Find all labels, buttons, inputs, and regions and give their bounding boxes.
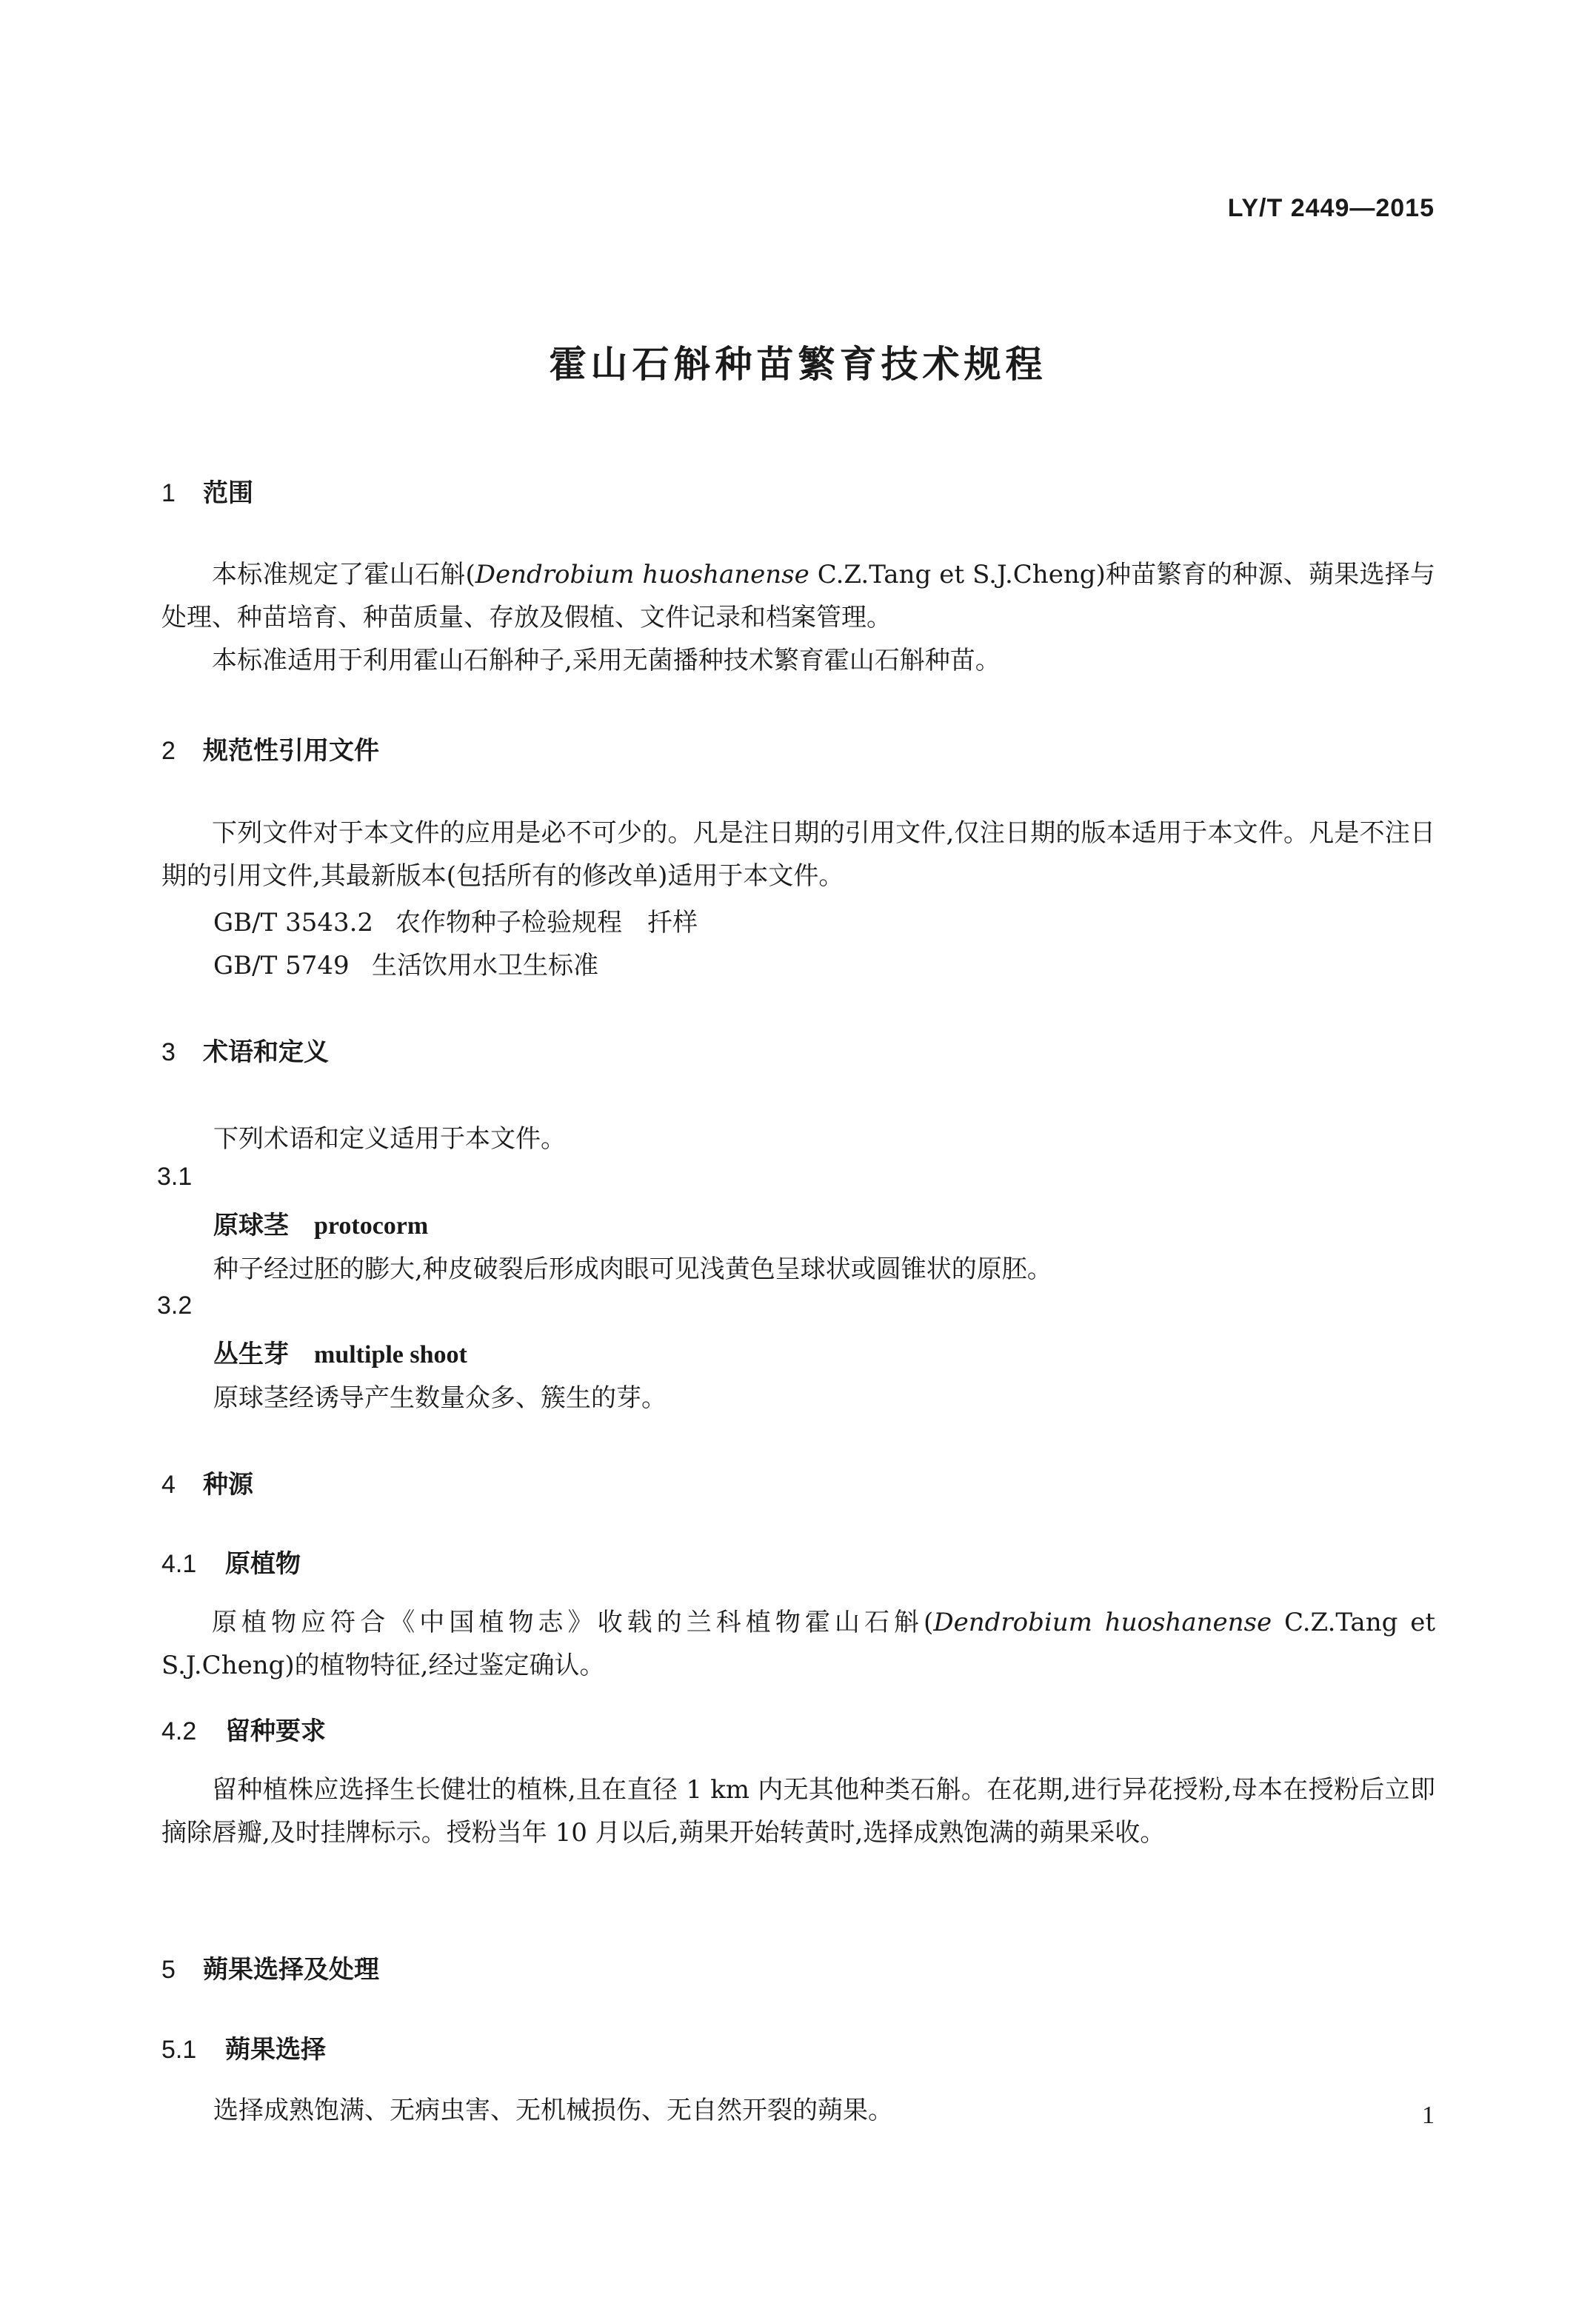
subsection-4-1-heading	[161, 1543, 301, 1580]
reference-title: 农作物种子检验规程	[395, 908, 622, 938]
term-definition: 原球茎经诱导产生数量众多、簇生的芽。	[213, 1383, 667, 1413]
reference-title: 生活饮用水卫生标准	[372, 951, 598, 980]
section-title: 规范性引用文件	[203, 736, 379, 766]
section-1-heading	[161, 472, 253, 509]
section-2-heading	[161, 730, 379, 766]
section-1-paragraph-1: 本标准规定了霍山石斛(Dendrobium huoshanense C.Z.Tang et S.J.Cheng)种苗繁育的种源、蒴果选择与处理、种苗培育、种苗质量、存放及假植、文件记录和档案管理。	[161, 560, 1435, 632]
species-name: Dendrobium huoshanense	[475, 560, 809, 589]
standard-code: LY/T 2449—2015	[1227, 194, 1435, 222]
section-number: 2	[161, 737, 176, 765]
document-title: 霍山石斛种苗繁育技术规程	[549, 343, 1047, 386]
term-chinese: 原球茎	[213, 1211, 289, 1240]
section-5-heading	[161, 1949, 379, 1985]
reference-extra: 扦样	[647, 908, 698, 938]
term-number: 3.2	[157, 1291, 193, 1320]
subsection-4-2-heading	[161, 1711, 326, 1747]
subsection-title: 蒴果选择	[225, 2035, 326, 2065]
section-number: 5	[161, 1956, 176, 1984]
section-3-heading	[161, 1032, 329, 1068]
term-number: 3.1	[157, 1163, 193, 1191]
section-number: 4	[161, 1471, 176, 1499]
subsection-5-1-heading	[161, 2029, 326, 2065]
section-title: 术语和定义	[203, 1037, 329, 1067]
subsection-4-1-paragraph: 原植物应符合《中国植物志》收载的兰科植物霍山石斛(Dendrobium huoshanense C.Z.Tang et S.J.Cheng)的植物特征,经过鉴定确认。	[161, 1608, 1435, 1680]
section-title: 蒴果选择及处理	[203, 1955, 379, 1985]
subsection-number: 4.1	[161, 1550, 197, 1578]
reference-item	[213, 902, 698, 938]
section-number: 3	[161, 1038, 176, 1066]
subsection-5-1-paragraph: 选择成熟饱满、无病虫害、无机械损伤、无自然开裂的蒴果。	[213, 2096, 893, 2125]
term-heading	[213, 1205, 428, 1241]
subsection-number: 5.1	[161, 2036, 197, 2064]
reference-item	[213, 945, 598, 981]
subsection-title: 原植物	[225, 1549, 301, 1579]
section-3-intro: 下列术语和定义适用于本文件。	[213, 1124, 566, 1154]
term-english: protocorm	[314, 1212, 429, 1240]
term-heading	[213, 1334, 467, 1370]
section-title: 范围	[203, 478, 253, 508]
term-chinese: 丛生芽	[213, 1340, 289, 1369]
term-english: multiple shoot	[314, 1341, 467, 1368]
subsection-number: 4.2	[161, 1717, 197, 1745]
page-number: 1	[1422, 2102, 1435, 2129]
section-2-paragraph-1: 下列文件对于本文件的应用是必不可少的。凡是注日期的引用文件,仅注日期的版本适用于本文件。凡是不注日期的引用文件,其最新版本(包括所有的修改单)适用于本文件。	[161, 818, 1435, 891]
section-number: 1	[161, 479, 176, 507]
section-1-paragraph-2: 本标准适用于利用霍山石斛种子,采用无菌播种技术繁育霍山石斛种苗。	[212, 646, 1001, 675]
reference-code: GB/T 5749	[213, 951, 350, 980]
section-title: 种源	[203, 1470, 253, 1500]
term-definition: 种子经过胚的膨大,种皮破裂后形成肉眼可见浅黄色呈球状或圆锥状的原胚。	[213, 1254, 1052, 1284]
subsection-title: 留种要求	[225, 1717, 326, 1746]
reference-code: GB/T 3543.2	[213, 908, 374, 938]
section-4-heading	[161, 1464, 253, 1500]
subsection-4-2-paragraph: 留种植株应选择生长健壮的植株,且在直径 1 km 内无其他种类石斛。在花期,进行异花授粉,母本在授粉后立即摘除唇瓣,及时挂牌标示。授粉当年 10 月以后,蒴果开始转黄时,选择成熟饱满的蒴果采收。	[161, 1775, 1435, 1848]
species-name: Dendrobium huoshanense	[933, 1608, 1272, 1637]
